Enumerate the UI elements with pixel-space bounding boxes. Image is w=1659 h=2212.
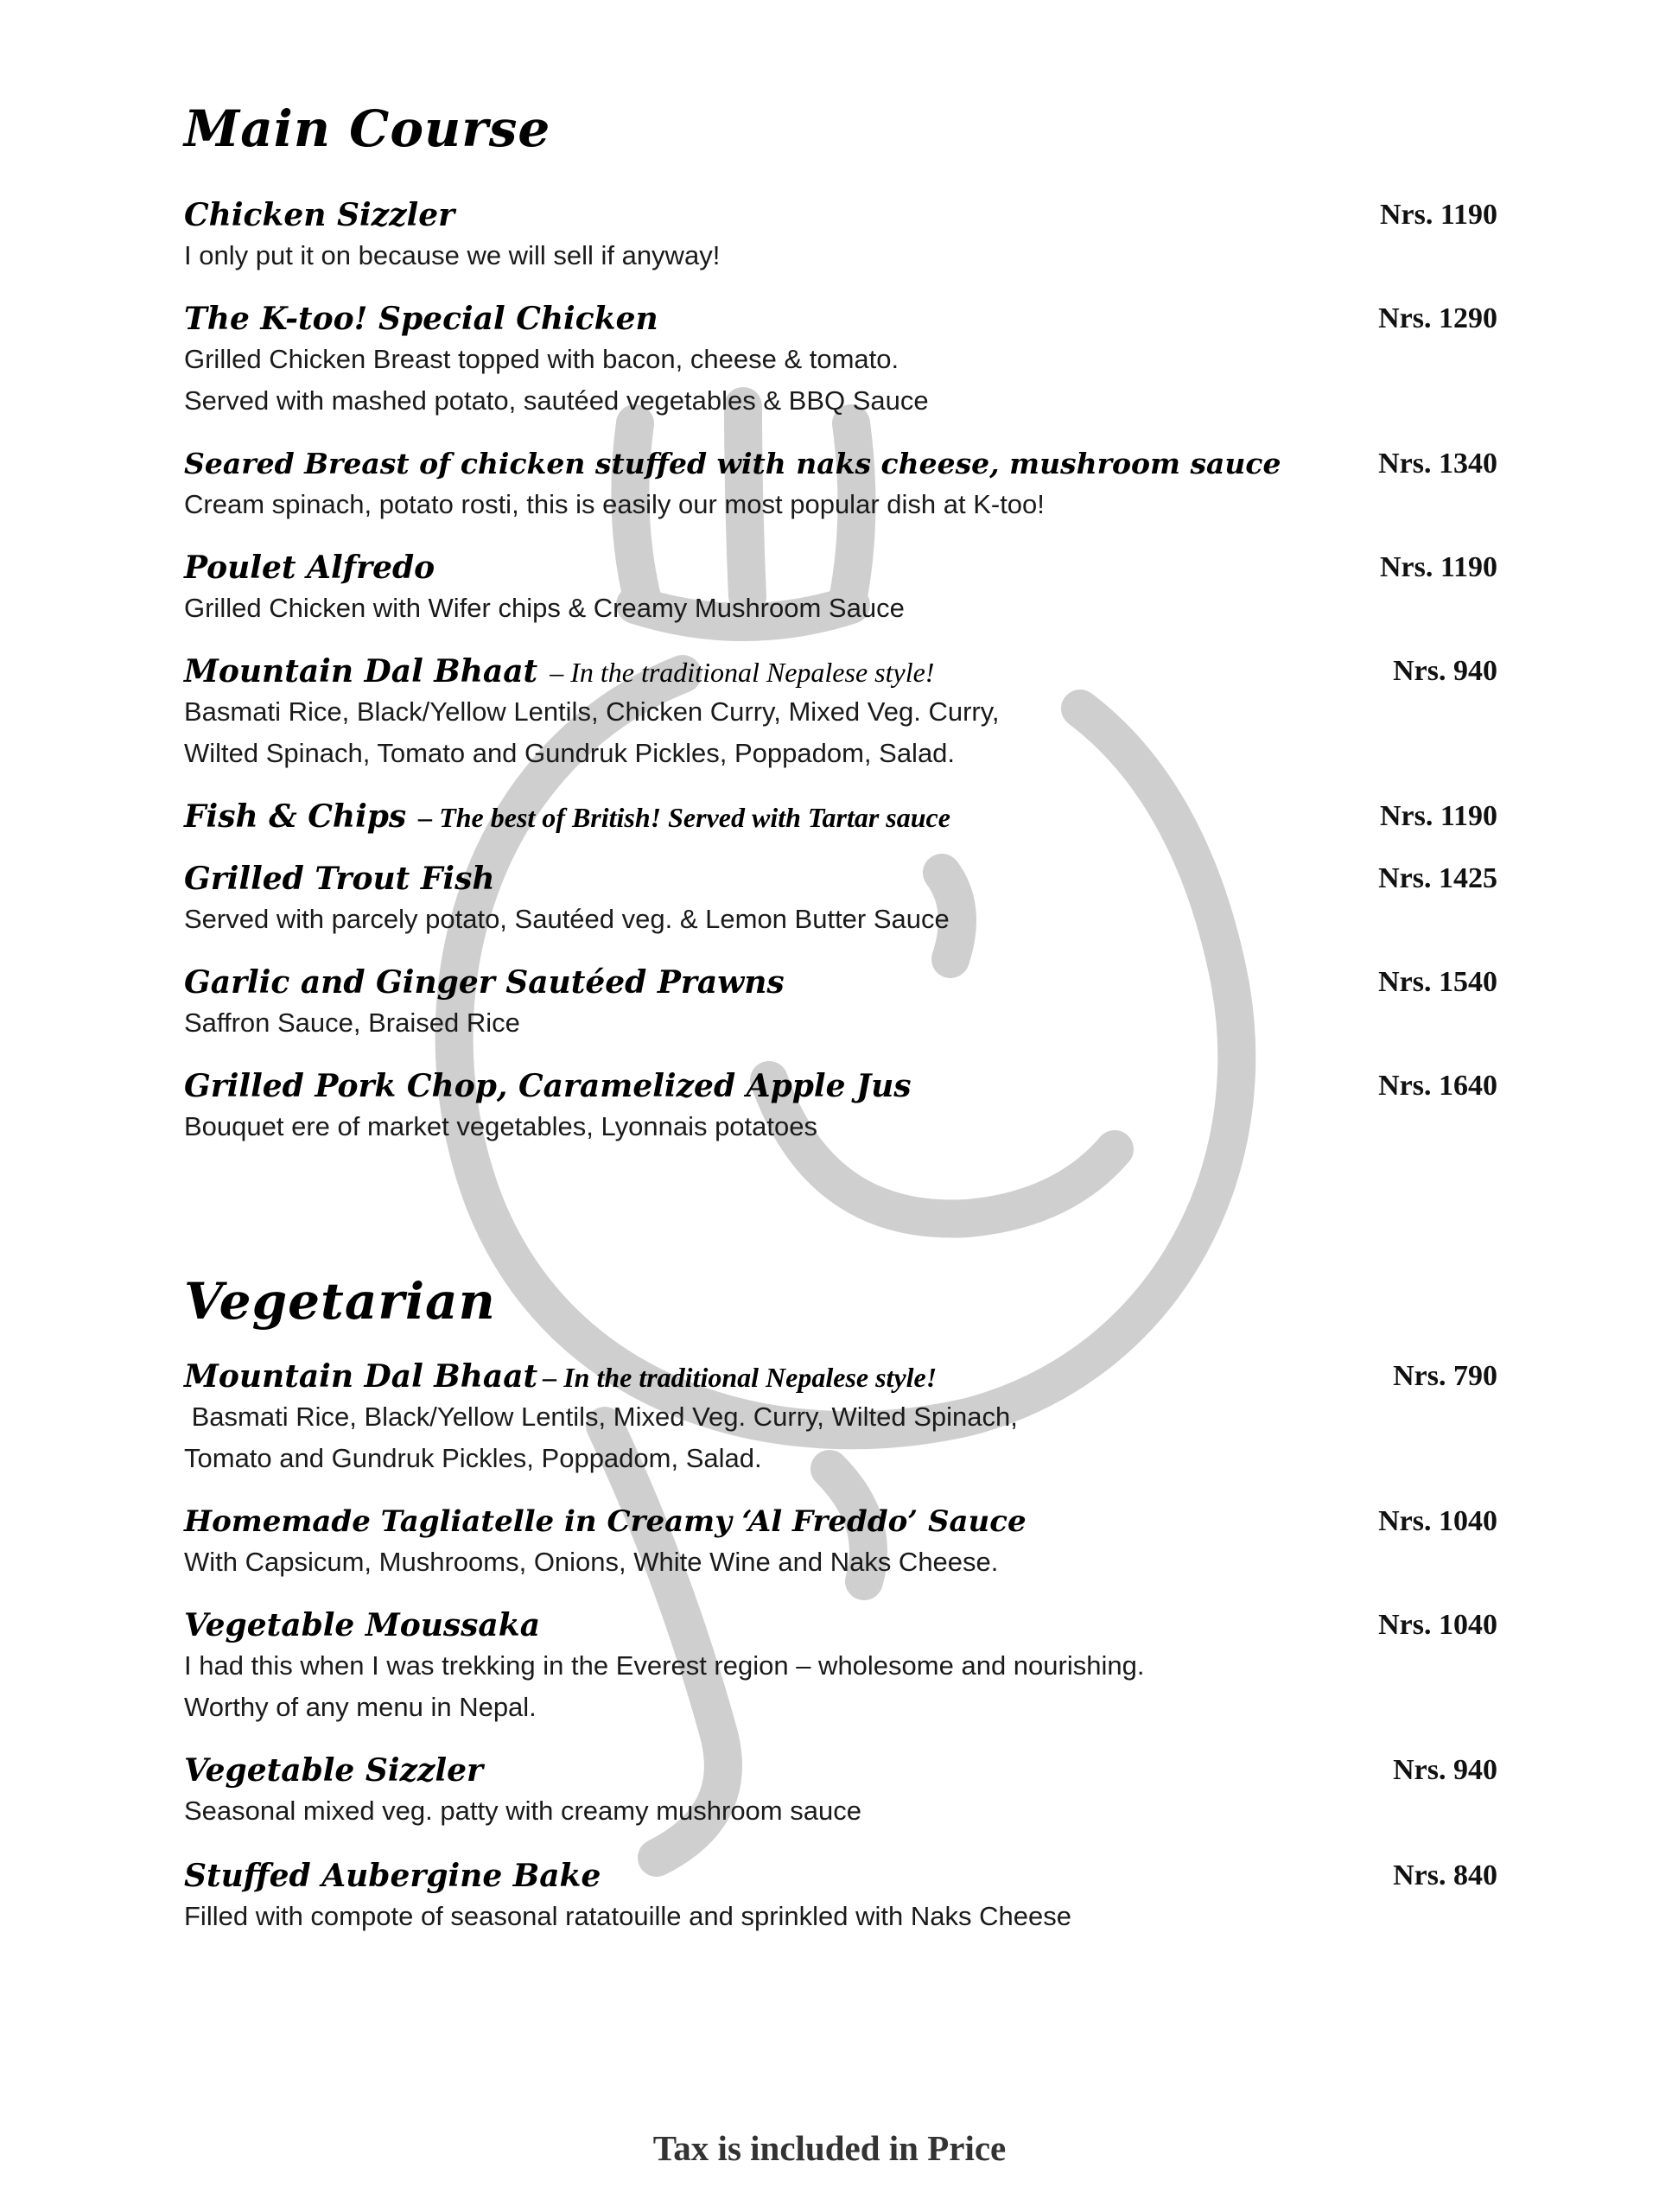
item-name: Seared Breast of chicken stuffed with naks cheese, mushroom sauce [184, 447, 1281, 480]
item-name [184, 652, 934, 692]
item-note: – In the traditional Nepalese style! [543, 1362, 938, 1393]
item-description: I only put it on because we will sell if anyway! [184, 240, 721, 270]
item-description: Filled with compote of seasonal ratatouille and sprinkled with Naks Cheese [184, 1901, 1071, 1931]
menu-item [184, 1605, 1497, 1728]
menu-item [184, 1066, 1497, 1147]
tax-footer-note: Tax is included in Price [652, 2128, 1007, 2168]
menu-item [184, 1357, 1497, 1479]
menu-item [184, 859, 1497, 940]
item-name: Grilled Trout Fish [184, 861, 495, 897]
menu-item [184, 444, 1497, 525]
item-name [184, 1357, 937, 1397]
item-description: Wilted Spinach, Tomato and Gundruk Pickles, Poppadom, Salad. [184, 738, 956, 768]
item-price: Nrs. 1540 [1378, 966, 1497, 998]
menu-item [184, 797, 1497, 836]
item-description: Cream spinach, potato rosti, this is easily our most popular dish at K-too! [184, 489, 1045, 519]
item-name: Chicken Sizzler [184, 197, 455, 233]
item-description: Worthy of any menu in Nepal. [184, 1692, 537, 1722]
item-title: Mountain Dal Bhaat [184, 1358, 538, 1395]
item-price: Nrs. 940 [1393, 1754, 1497, 1786]
item-price: Nrs. 940 [1393, 655, 1497, 687]
item-description: Basmati Rice, Black/Yellow Lentils, Chicken Curry, Mixed Veg. Curry, [184, 696, 1000, 727]
item-note: – The best of British! Served with Tartar sauce [418, 802, 950, 833]
item-title: Mountain Dal Bhaat [184, 653, 538, 690]
item-name: Grilled Pork Chop, Caramelized Apple Jus [184, 1068, 912, 1104]
item-name: Garlic and Ginger Sautéed Prawns [184, 964, 785, 1001]
item-description: Basmati Rice, Black/Yellow Lentils, Mixed Veg. Curry, Wilted Spinach, [184, 1402, 1018, 1432]
item-price: Nrs. 1640 [1378, 1070, 1497, 1102]
item-description: Grilled Chicken with Wifer chips & Creamy Mushroom Sauce [184, 593, 905, 623]
item-price: Nrs. 1190 [1380, 800, 1497, 832]
item-name: Homemade Tagliatelle in Creamy ‘Al Freddo’ Sauce [184, 1504, 1027, 1539]
menu-item [184, 548, 1497, 629]
menu-item [184, 1502, 1497, 1583]
item-description: With Capsicum, Mushrooms, Onions, White Wine and Naks Cheese. [184, 1547, 999, 1577]
item-description: Seasonal mixed veg. patty with creamy mushroom sauce [184, 1796, 861, 1826]
menu-item [184, 195, 1497, 276]
item-price: Nrs. 1425 [1378, 862, 1497, 894]
item-description: Bouquet ere of market vegetables, Lyonnais potatoes [184, 1111, 817, 1141]
item-description: Served with parcely potato, Sautéed veg. & Lemon Butter Sauce [184, 904, 950, 934]
item-price: Nrs. 1190 [1380, 199, 1497, 231]
menu-item [184, 1856, 1497, 1937]
item-name: Poulet Alfredo [184, 550, 435, 586]
main-course-heading: Main Course [184, 99, 551, 158]
item-name [184, 797, 950, 837]
item-price: Nrs. 1190 [1380, 551, 1497, 583]
menu-item [184, 299, 1497, 422]
item-name: The K-too! Special Chicken [184, 301, 658, 337]
item-price: Nrs. 1290 [1378, 302, 1497, 334]
item-price: Nrs. 790 [1393, 1360, 1497, 1392]
item-price: Nrs. 1040 [1378, 1505, 1497, 1537]
item-price: Nrs. 1040 [1378, 1609, 1497, 1641]
item-name: Vegetable Sizzler [184, 1752, 483, 1789]
item-note: – In the traditional Nepalese style! [550, 657, 935, 688]
item-description: Saffron Sauce, Braised Rice [184, 1007, 520, 1038]
item-description: Served with mashed potato, sautéed vegetables & BBQ Sauce [184, 385, 929, 416]
item-description: I had this when I was trekking in the Everest region – wholesome and nourishing. [184, 1650, 1145, 1681]
item-description: Tomato and Gundruk Pickles, Poppadom, Salad. [184, 1443, 762, 1473]
menu-item [184, 963, 1497, 1044]
vegetarian-heading: Vegetarian [184, 1272, 496, 1331]
menu-item [184, 1751, 1497, 1832]
item-title: Fish & Chips [184, 798, 407, 835]
menu-item [184, 652, 1497, 774]
item-price: Nrs. 1340 [1378, 448, 1497, 480]
item-name: Vegetable Moussaka [184, 1607, 541, 1643]
item-price: Nrs. 840 [1393, 1859, 1497, 1891]
item-name: Stuffed Aubergine Bake [184, 1858, 601, 1894]
item-description: Grilled Chicken Breast topped with bacon, cheese & tomato. [184, 344, 899, 374]
